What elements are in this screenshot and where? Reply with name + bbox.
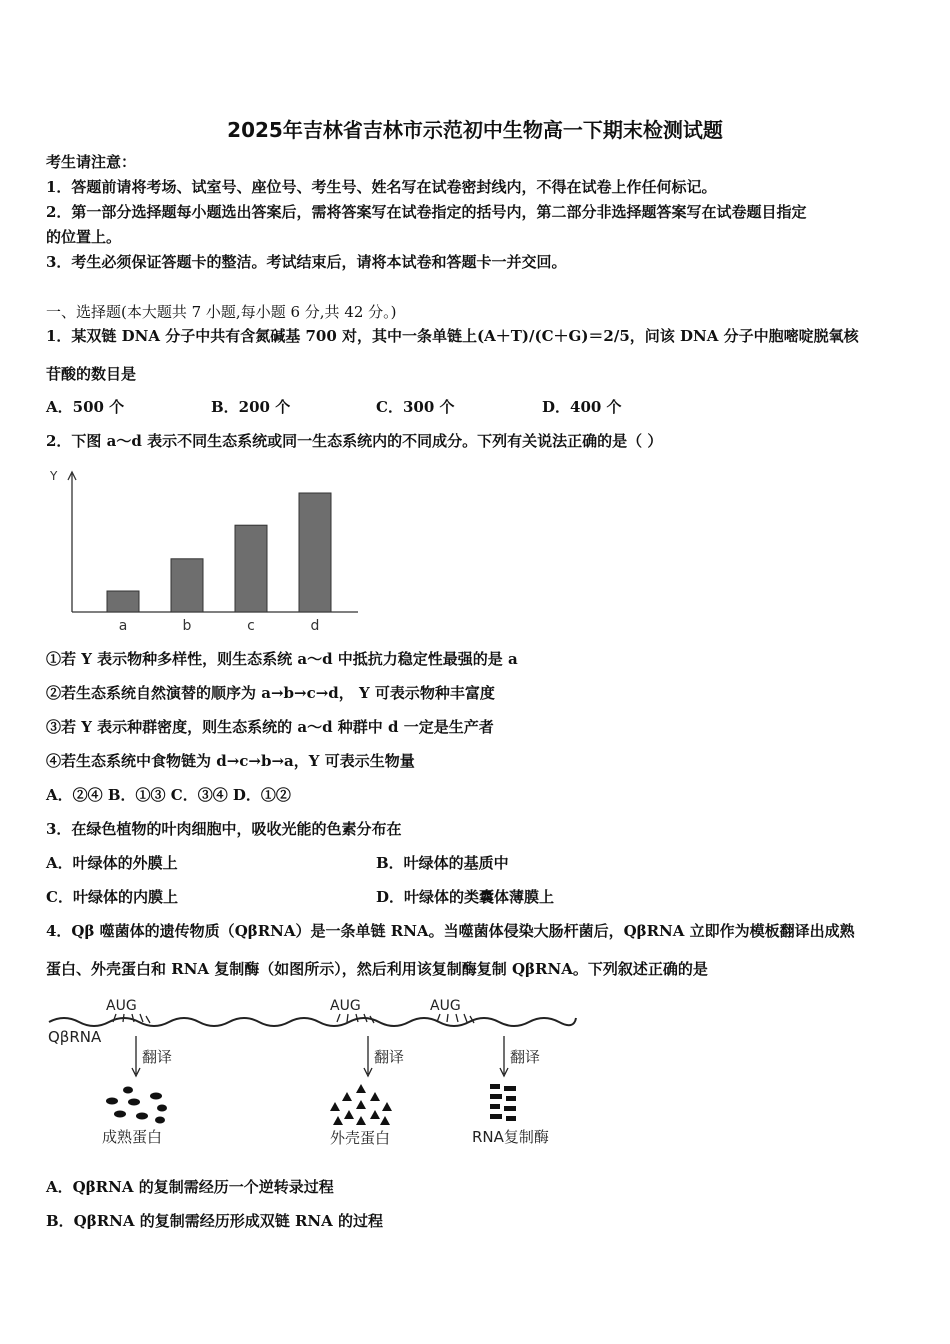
arrow-label: 翻译	[142, 1048, 173, 1066]
page-title: 2025年吉林省吉林市示范初中生物高一下期末检测试题	[227, 118, 723, 142]
q1-option-b: B．200 个	[211, 398, 291, 416]
bar-b	[171, 559, 203, 612]
q2-statement: ③若 Y 表示种群密度，则生态系统的 a～d 种群中 d 一定是生产者	[46, 718, 494, 736]
q3-stem: 3．在绿色植物的叶肉细胞中，吸收光能的色素分布在	[46, 820, 402, 838]
x-tick-label: d	[310, 618, 320, 634]
notice-item: 1．答题前请将考场、试室号、座位号、考生号、姓名写在试卷密封线内，不得在试卷上作任何标记。	[46, 178, 717, 196]
codon-label: AUG	[330, 998, 361, 1014]
translation-arrow-1	[132, 1036, 172, 1076]
mature-protein-shapes	[106, 1087, 167, 1124]
q1-stem-cont: 苷酸的数目是	[46, 365, 137, 383]
q2-options: A．②④ B．①③ C．③④ D．①②	[46, 786, 291, 804]
bar-a	[107, 591, 139, 612]
bar-chart	[40, 462, 370, 642]
rna-strand	[49, 1018, 576, 1026]
q3-option-b: B．叶绿体的基质中	[376, 854, 509, 872]
codon-label: AUG	[430, 998, 461, 1014]
q2-stem: 2．下图 a～d 表示不同生态系统或同一生态系统内的不同成分。下列有关说法正确的是（ ）	[46, 432, 663, 450]
arrow-label: 翻译	[374, 1048, 405, 1066]
notice-item: 2．第一部分选择题每小题选出答案后，需将答案写在试卷指定的括号内，第二部分非选择题答案写在试卷题目指定	[46, 203, 807, 221]
y-axis-label: Y	[50, 469, 58, 483]
x-tick-label: c	[247, 618, 255, 634]
notice-heading: 考生请注意：	[46, 153, 137, 171]
product-label: 成熟蛋白	[102, 1128, 163, 1146]
translation-arrow-2	[364, 1036, 404, 1076]
q4-stem: 4．Qβ 噬菌体的遗传物质（QβRNA）是一条单链 RNA。当噬菌体侵染大肠杆菌后，QβRNA 立即作为模板翻译出成熟	[46, 922, 855, 940]
q4-option-b: B．QβRNA 的复制需经历形成双链 RNA 的过程	[46, 1212, 384, 1230]
x-tick-label: b	[182, 618, 192, 634]
q3-option-c: C．叶绿体的内膜上	[46, 888, 178, 906]
bar-c	[235, 525, 267, 612]
arrow-label: 翻译	[510, 1048, 541, 1066]
q1-stem: 1．某双链 DNA 分子中共有含氮碱基 700 对，其中一条单链上(A＋T)/(C＋G)＝2/5，问该 DNA 分子中胞嘧啶脱氧核	[46, 327, 859, 345]
rna-label: QβRNA	[48, 1028, 102, 1046]
codon-group-2	[330, 998, 374, 1023]
notice-item: 的位置上。	[46, 228, 122, 246]
replicase-shapes	[490, 1084, 516, 1121]
q3-option-d: D．叶绿体的类囊体薄膜上	[376, 888, 555, 906]
q1-option-a: A．500 个	[46, 398, 125, 416]
translation-arrow-3	[500, 1036, 540, 1076]
notice-item: 3．考生必须保证答题卡的整洁。考试结束后，请将本试卷和答题卡一并交回。	[46, 253, 567, 271]
coat-protein-shapes	[330, 1084, 392, 1125]
section-heading: 一、选择题(本大题共 7 小题,每小题 6 分,共 42 分。)	[46, 303, 397, 321]
q3-option-a: A．叶绿体的外膜上	[46, 854, 178, 872]
q2-statement: ④若生态系统中食物链为 d→c→b→a，Y 可表示生物量	[46, 752, 415, 770]
codon-label: AUG	[106, 998, 137, 1014]
q1-option-c: C．300 个	[376, 398, 455, 416]
q4-stem-cont: 蛋白、外壳蛋白和 RNA 复制酶（如图所示），然后利用该复制酶复制 QβRNA。下列叙述正确的是	[46, 960, 708, 978]
q2-statement: ①若 Y 表示物种多样性，则生态系统 a～d 中抵抗力稳定性最强的是 a	[46, 650, 518, 668]
q2-statement: ②若生态系统自然演替的顺序为 a→b→c→d， Y 可表示物种丰富度	[46, 684, 495, 702]
q1-option-d: D．400 个	[542, 398, 622, 416]
product-label: RNA复制酶	[472, 1128, 549, 1146]
product-label: 外壳蛋白	[330, 1129, 391, 1147]
q4-option-a: A．QβRNA 的复制需经历一个逆转录过程	[46, 1178, 334, 1196]
x-tick-label: a	[118, 618, 128, 634]
codon-group-3	[430, 998, 474, 1023]
qbeta-rna-figure	[44, 992, 584, 1152]
bar-d	[299, 493, 331, 612]
